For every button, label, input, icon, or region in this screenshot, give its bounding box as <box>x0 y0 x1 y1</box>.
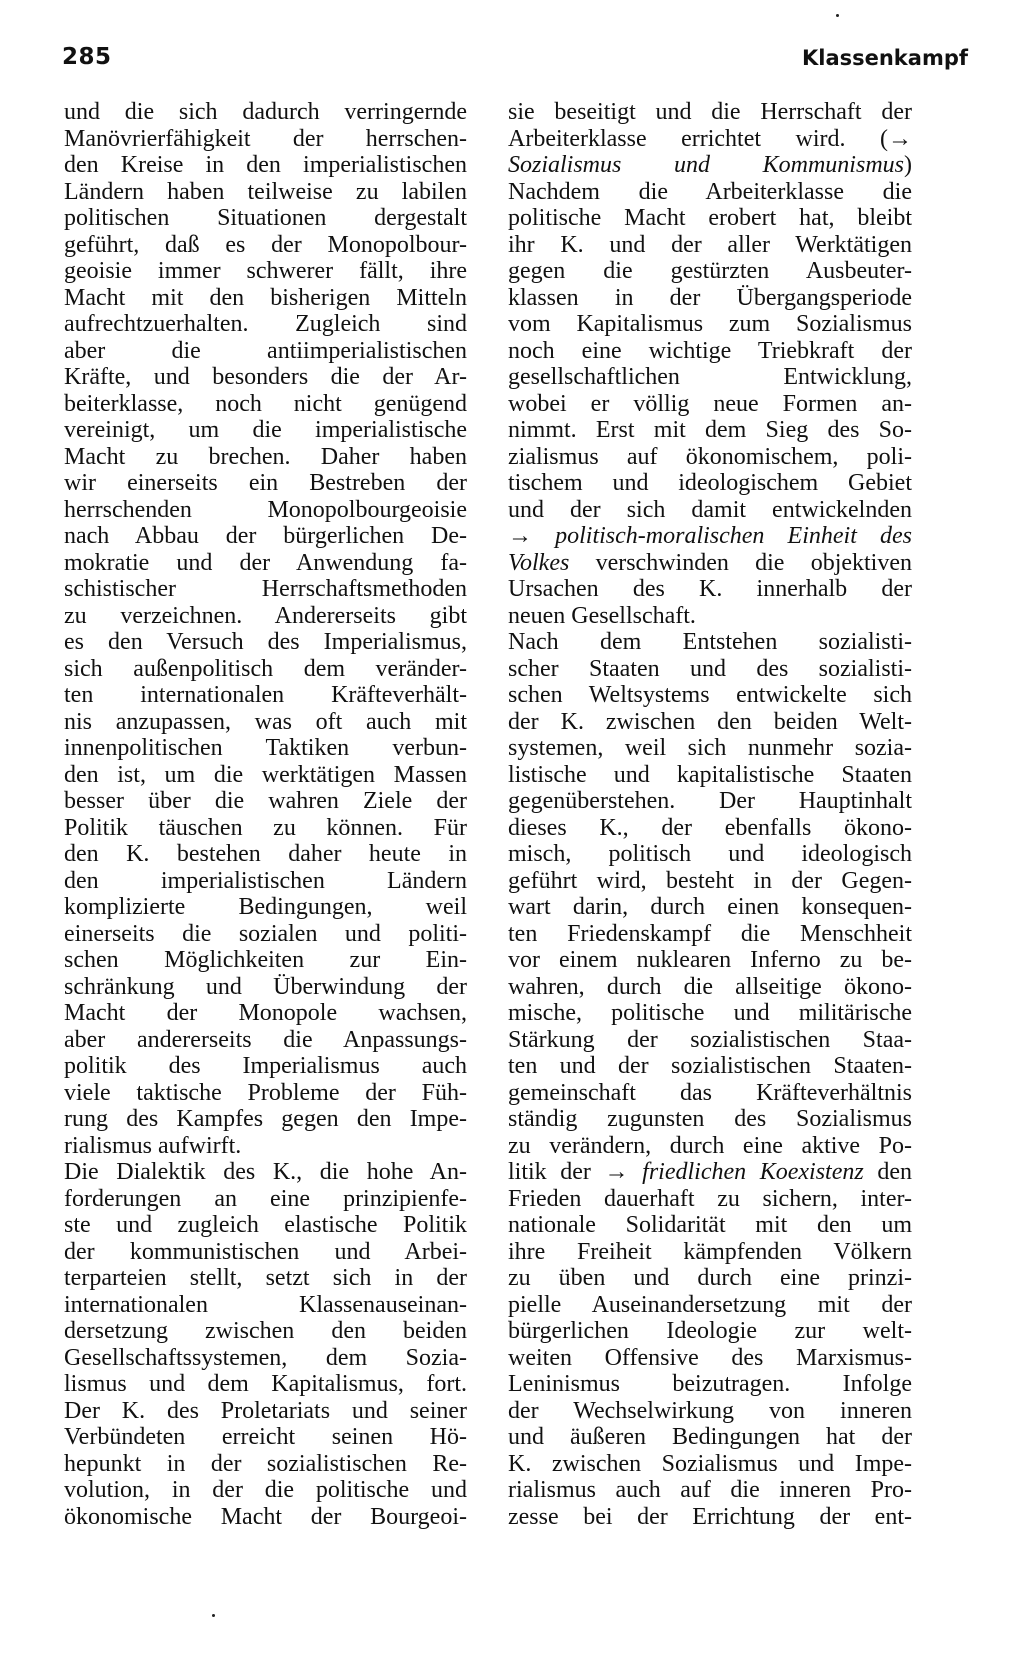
text-run: einerseits die sozialen und politi- <box>64 920 467 947</box>
right-column-line <box>508 285 912 312</box>
left-column-line <box>64 1159 467 1186</box>
left-column-line <box>64 1398 467 1425</box>
text-run: Arbeiterklasse errichtet wird. (→ <box>508 125 912 152</box>
left-column-line <box>64 709 467 736</box>
text-run: gesellschaftlichen Entwicklung, <box>508 364 912 390</box>
left-column-line <box>64 1000 467 1027</box>
text-run: ten und der sozialistischen Staaten- <box>508 1053 912 1079</box>
left-column-line <box>64 815 467 842</box>
right-column-line <box>508 1080 912 1107</box>
left-column-line <box>64 497 467 524</box>
text-run: verschwinden die objektiven <box>569 549 912 576</box>
text-run: Politik täuschen zu können. Für <box>64 814 467 841</box>
right-column-line <box>508 1292 912 1319</box>
text-run: litik der → <box>508 1159 643 1185</box>
text-run: den Kreise in den imperialistischen <box>64 152 467 178</box>
left-column-line <box>64 364 467 391</box>
text-run: politik des Imperialismus auch <box>64 1053 467 1079</box>
right-column-line <box>508 1212 912 1239</box>
right-column-line <box>508 841 912 868</box>
text-run: Ursachen des K. innerhalb der <box>508 576 912 602</box>
text-run: ökonomische Macht der Bourgeoi- <box>64 1503 467 1530</box>
right-column-line <box>508 656 912 683</box>
right-column-line <box>508 1106 912 1133</box>
left-column-line <box>64 444 467 471</box>
text-run: gegenüberstehen. Der Hauptinhalt <box>508 788 912 814</box>
right-column-line <box>508 99 912 126</box>
text-run: ihre Freiheit kämpfenden Völkern <box>508 1238 912 1265</box>
text-run: ) <box>904 152 912 178</box>
text-run: beiterklasse, noch nicht genügend <box>64 390 467 417</box>
left-column-line <box>64 1318 467 1345</box>
left-column-line <box>64 682 467 709</box>
cross-reference[interactable]: Sozialismus und Kommunismus <box>508 152 904 178</box>
left-column-line <box>64 1292 467 1319</box>
left-column-line <box>64 470 467 497</box>
text-run: Gesellschaftssystemen, dem Sozia- <box>64 1344 467 1371</box>
right-column-line <box>508 550 912 577</box>
text-run: aber die antiimperialistischen <box>64 337 467 364</box>
text-run: bürgerlichen Ideologie zur welt- <box>508 1318 912 1344</box>
right-column-line <box>508 470 912 497</box>
left-column-line <box>64 1424 467 1451</box>
text-run: zu verändern, durch eine aktive Po- <box>508 1132 912 1159</box>
text-run: schen Möglichkeiten zur Ein- <box>64 947 467 973</box>
text-run: rialismus aufwirft. <box>64 1132 242 1159</box>
left-column-line <box>64 391 467 418</box>
left-column-line <box>64 1106 467 1133</box>
right-column-line <box>508 1053 912 1080</box>
right-column-line <box>508 815 912 842</box>
left-column-line <box>64 1080 467 1107</box>
right-column-line <box>508 603 912 630</box>
left-column-line <box>64 1265 467 1292</box>
right-column-line <box>508 1186 912 1213</box>
text-run: neuen Gesellschaft. <box>508 602 696 629</box>
left-column-line <box>64 258 467 285</box>
scan-speck <box>212 1614 215 1617</box>
right-column-line <box>508 417 912 444</box>
cross-reference[interactable]: Volkes <box>508 549 570 576</box>
text-run: der K. zwischen den beiden Welt- <box>508 708 912 735</box>
left-column-line <box>64 417 467 444</box>
right-column-line <box>508 1371 912 1398</box>
text-run: wahren, durch die allseitige ökono- <box>508 973 912 1000</box>
text-run: ten internationalen Kräfteverhält- <box>64 682 467 708</box>
left-column-line <box>64 550 467 577</box>
right-column-line <box>508 1000 912 1027</box>
left-column-line <box>64 576 467 603</box>
text-run: scher Staaten und des sozialisti- <box>508 655 912 682</box>
left-column-line <box>64 1371 467 1398</box>
left-text-column <box>64 99 467 1530</box>
cross-reference[interactable]: friedlichen Koexistenz <box>642 1159 864 1185</box>
text-run: vom Kapitalismus zum Sozialismus <box>508 311 912 337</box>
text-run: Der K. des Proletariats und seiner <box>64 1397 467 1424</box>
text-run: lismus und dem Kapitalismus, fort. <box>64 1371 467 1397</box>
left-column-line <box>64 1451 467 1478</box>
text-run: volution, in der die politische und <box>64 1477 467 1503</box>
right-column-line <box>508 629 912 656</box>
right-column-line <box>508 709 912 736</box>
text-run: ihr K. und der aller Werktätigen <box>508 231 912 258</box>
text-run: schistischer Herrschaftsmethoden <box>64 576 467 602</box>
text-run: ste und zugleich elastische Politik <box>64 1212 467 1238</box>
text-run: wir einerseits ein Bestreben der <box>64 470 467 496</box>
text-run: misch, politisch und ideologisch <box>508 841 912 867</box>
text-run: pielle Auseinandersetzung mit der <box>508 1291 912 1318</box>
text-run: wart darin, durch einen konsequen- <box>508 894 912 920</box>
right-column-line <box>508 921 912 948</box>
right-column-line <box>508 947 912 974</box>
left-column-line <box>64 629 467 656</box>
right-column-line <box>508 179 912 206</box>
text-run: aufrechtzuerhalten. Zugleich sind <box>64 311 467 337</box>
text-run: nimmt. Erst mit dem Sieg des So- <box>508 417 912 443</box>
right-column-line <box>508 1265 912 1292</box>
text-run: es den Versuch des Imperialismus, <box>64 629 467 655</box>
text-run: → <box>508 523 556 549</box>
text-run: schen Weltsystems entwickelte sich <box>508 682 912 708</box>
left-column-line <box>64 338 467 365</box>
right-column-line <box>508 788 912 815</box>
right-column-line <box>508 152 912 179</box>
left-column-line <box>64 921 467 948</box>
text-run: der kommunistischen und Arbei- <box>64 1238 467 1265</box>
left-column-line <box>64 179 467 206</box>
right-text-column <box>508 99 912 1530</box>
text-run: mokratie und der Anwendung fa- <box>64 549 467 576</box>
text-run: rialismus auch auf die inneren Pro- <box>508 1477 912 1503</box>
text-run: Ländern haben teilweise zu labilen <box>64 178 467 205</box>
right-column-line <box>508 1239 912 1266</box>
left-column-line <box>64 762 467 789</box>
right-column-line <box>508 682 912 709</box>
text-run: den ist, um die werktätigen Massen <box>64 761 467 788</box>
right-column-line <box>508 1451 912 1478</box>
text-run: den K. bestehen daher heute in <box>64 841 467 867</box>
right-column-line <box>508 1345 912 1372</box>
right-column-line <box>508 205 912 232</box>
left-column-line <box>64 1212 467 1239</box>
text-run: hepunkt in der sozialistischen Re- <box>64 1450 467 1477</box>
text-run: vereinigt, um die imperialistische <box>64 417 467 443</box>
right-column-line <box>508 1027 912 1054</box>
right-column-line <box>508 523 912 550</box>
right-column-line <box>508 1133 912 1160</box>
left-column-line <box>64 1027 467 1054</box>
text-run: geoisie immer schwerer fällt, ihre <box>64 258 467 284</box>
text-run: innenpolitischen Taktiken verbun- <box>64 735 467 761</box>
left-column-line <box>64 285 467 312</box>
text-run: Stärkung der sozialistischen Staa- <box>508 1026 912 1053</box>
text-run: Die Dialektik des K., die hohe An- <box>64 1159 467 1185</box>
right-column-line <box>508 126 912 153</box>
right-column-line <box>508 1424 912 1451</box>
text-run: nach Abbau der bürgerlichen De- <box>64 523 467 549</box>
text-run: gegen die gestürzten Ausbeuter- <box>508 258 912 284</box>
text-run: dersetzung zwischen den beiden <box>64 1318 467 1344</box>
text-run: K. zwischen Sozialismus und Impe- <box>508 1450 912 1477</box>
left-column-line <box>64 1477 467 1504</box>
right-column-line <box>508 1398 912 1425</box>
text-run: Leninismus beizutragen. Infolge <box>508 1371 912 1397</box>
left-column-line <box>64 1186 467 1213</box>
text-run: besser über die wahren Ziele der <box>64 788 467 814</box>
text-run: vor einem nuklearen Inferno zu be- <box>508 947 912 973</box>
text-run: tischem und ideologischem Gebiet <box>508 470 912 496</box>
text-run: komplizierte Bedingungen, weil <box>64 894 467 920</box>
text-run: schränkung und Überwindung der <box>64 973 467 1000</box>
right-column-line <box>508 444 912 471</box>
text-run: Macht zu brechen. Daher haben <box>64 443 467 470</box>
text-run: ten Friedenskampf die Menschheit <box>508 920 912 947</box>
text-run: gemeinschaft das Kräfteverhältnis <box>508 1079 912 1106</box>
left-column-line <box>64 1345 467 1372</box>
left-column-line <box>64 788 467 815</box>
left-column-line <box>64 841 467 868</box>
text-run: zu üben und durch eine prinzi- <box>508 1265 912 1291</box>
right-column-line <box>508 1477 912 1504</box>
text-run: dieses K., der ebenfalls ökono- <box>508 814 912 841</box>
text-run: Kräfte, und besonders die der Ar- <box>64 364 467 390</box>
left-column-line <box>64 205 467 232</box>
left-column-line <box>64 1133 467 1160</box>
text-run: Verbündeten erreicht seinen Hö- <box>64 1424 467 1450</box>
left-column-line <box>64 99 467 126</box>
right-column-line <box>508 497 912 524</box>
text-run: rung des Kampfes gegen den Impe- <box>64 1106 467 1132</box>
right-column-line <box>508 311 912 338</box>
text-run: weiten Offensive des Marxismus- <box>508 1344 912 1371</box>
right-column-line <box>508 232 912 259</box>
text-run: und der sich damit entwickelnden <box>508 496 912 523</box>
left-column-line <box>64 152 467 179</box>
left-column-line <box>64 894 467 921</box>
text-run: aber andererseits die Anpassungs- <box>64 1026 467 1053</box>
text-run: zu verzeichnen. Andererseits gibt <box>64 602 467 629</box>
left-column-line <box>64 974 467 1001</box>
text-run: zialismus auf ökonomischem, poli- <box>508 443 912 470</box>
text-run: klassen in der Übergangsperiode <box>508 284 912 311</box>
text-run: mische, politische und militärische <box>508 1000 912 1026</box>
text-run: viele taktische Probleme der Füh- <box>64 1079 467 1106</box>
text-run: systemen, weil sich nunmehr sozia- <box>508 735 912 761</box>
text-run: den <box>863 1159 912 1185</box>
left-column-line <box>64 868 467 895</box>
page-number: 285 <box>62 44 112 70</box>
text-run: nationale Solidarität mit den um <box>508 1212 912 1238</box>
text-run: Macht mit den bisherigen Mitteln <box>64 284 467 311</box>
text-run: zesse bei der Errichtung der ent- <box>508 1503 912 1530</box>
text-run: Macht der Monopole wachsen, <box>64 1000 467 1026</box>
right-column-line <box>508 868 912 895</box>
text-run: nis anzupassen, was oft auch mit <box>64 708 467 735</box>
left-column-line <box>64 603 467 630</box>
left-column-line <box>64 947 467 974</box>
text-run: internationalen Klassenauseinan- <box>64 1291 467 1318</box>
text-run: den imperialistischen Ländern <box>64 867 467 894</box>
right-column-line <box>508 1159 912 1186</box>
text-run: geführt, daß es der Monopolbour- <box>64 231 467 258</box>
right-column-line <box>508 762 912 789</box>
left-column-line <box>64 126 467 153</box>
cross-reference[interactable]: politisch-moralischen Einheit des <box>555 523 912 549</box>
left-column-line <box>64 523 467 550</box>
text-run: Frieden dauerhaft zu sichern, inter- <box>508 1185 912 1212</box>
text-run: politischen Situationen dergestalt <box>64 205 467 231</box>
text-run: sich außenpolitisch dem veränder- <box>64 655 467 682</box>
text-run: herrschenden Monopolbourgeoisie <box>64 496 467 523</box>
right-column-line <box>508 364 912 391</box>
left-column-line <box>64 1053 467 1080</box>
left-column-line <box>64 311 467 338</box>
left-column-line <box>64 232 467 259</box>
right-column-line <box>508 974 912 1001</box>
text-run: terparteien stellt, setzt sich in der <box>64 1265 467 1291</box>
text-run: geführt wird, besteht in der Gegen- <box>508 867 912 894</box>
left-column-line <box>64 1239 467 1266</box>
right-column-line <box>508 576 912 603</box>
text-run: Nachdem die Arbeiterklasse die <box>508 178 912 205</box>
left-column-line <box>64 1504 467 1531</box>
right-column-line <box>508 338 912 365</box>
right-column-line <box>508 894 912 921</box>
text-run: ständig zugunsten des Sozialismus <box>508 1106 912 1132</box>
right-column-line <box>508 258 912 285</box>
text-run: wobei er völlig neue Formen an- <box>508 390 912 417</box>
text-run: sie beseitigt und die Herrschaft der <box>508 99 912 125</box>
scan-speck <box>836 14 839 17</box>
running-head: Klassenkampf <box>801 46 968 70</box>
right-column-line <box>508 735 912 762</box>
right-column-line <box>508 1318 912 1345</box>
right-column-line <box>508 1504 912 1531</box>
left-column-line <box>64 656 467 683</box>
text-run: politische Macht erobert hat, bleibt <box>508 205 912 231</box>
text-run: listische und kapitalistische Staaten <box>508 761 912 788</box>
right-column-line <box>508 391 912 418</box>
text-run: und die sich dadurch verringernde <box>64 99 467 125</box>
left-column-line <box>64 735 467 762</box>
text-run: der Wechselwirkung von inneren <box>508 1397 912 1424</box>
text-run: und äußeren Bedingungen hat der <box>508 1424 912 1450</box>
text-run: Manövrierfähigkeit der herrschen- <box>64 125 467 152</box>
text-run: Nach dem Entstehen sozialisti- <box>508 629 912 655</box>
text-run: noch eine wichtige Triebkraft der <box>508 337 912 364</box>
text-run: forderungen an eine prinzipienfe- <box>64 1185 467 1212</box>
